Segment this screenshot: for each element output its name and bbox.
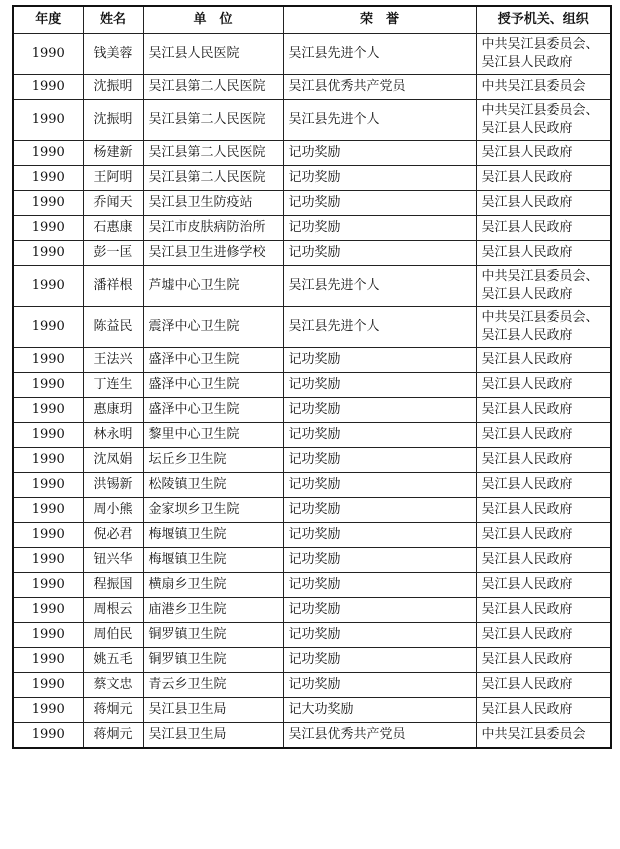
cell-honor: 记功奖励 (283, 523, 476, 548)
cell-unit: 横扇乡卫生院 (143, 573, 283, 598)
cell-year: 1990 (13, 241, 83, 266)
cell-org (476, 100, 611, 141)
cell-unit: 吴江县卫生防疫站 (143, 191, 283, 216)
org-line: 吴江县人民政府 (481, 652, 573, 667)
table-row (13, 498, 611, 523)
cell-org (476, 673, 611, 698)
org-line: 吴江县人民政府 (481, 477, 573, 492)
cell-unit: 梅堰镇卫生院 (143, 548, 283, 573)
cell-year: 1990 (13, 448, 83, 473)
cell-honor: 记功奖励 (283, 141, 476, 166)
cell-org (476, 573, 611, 598)
cell-honor: 记功奖励 (283, 191, 476, 216)
cell-honor: 吴江县优秀共产党员 (283, 75, 476, 100)
cell-honor: 记功奖励 (283, 648, 476, 673)
table-header-row (13, 6, 611, 34)
table-row (13, 473, 611, 498)
cell-year: 1990 (13, 523, 83, 548)
cell-year: 1990 (13, 100, 83, 141)
cell-org (476, 348, 611, 373)
cell-name: 蔡文忠 (83, 673, 143, 698)
table-row (13, 598, 611, 623)
cell-honor: 记功奖励 (283, 166, 476, 191)
cell-unit: 吴江县人民医院 (143, 34, 283, 75)
cell-name: 林永明 (83, 423, 143, 448)
cell-year: 1990 (13, 307, 83, 348)
cell-name: 倪必君 (83, 523, 143, 548)
cell-honor: 记功奖励 (283, 448, 476, 473)
org-line: 中共吴江县委员会 (481, 79, 586, 94)
cell-honor: 吴江县先进个人 (283, 100, 476, 141)
cell-honor: 记功奖励 (283, 216, 476, 241)
cell-name: 潘祥根 (83, 266, 143, 307)
cell-name: 程振国 (83, 573, 143, 598)
table-row (13, 523, 611, 548)
cell-name: 沈凤娟 (83, 448, 143, 473)
cell-year: 1990 (13, 398, 83, 423)
cell-org (476, 473, 611, 498)
org-line: 吴江县人民政府 (481, 245, 573, 260)
table-row (13, 100, 611, 141)
cell-unit: 青云乡卫生院 (143, 673, 283, 698)
cell-name: 姚五毛 (83, 648, 143, 673)
cell-honor: 记功奖励 (283, 623, 476, 648)
cell-year: 1990 (13, 34, 83, 75)
cell-year: 1990 (13, 473, 83, 498)
cell-org (476, 191, 611, 216)
cell-honor: 记功奖励 (283, 598, 476, 623)
cell-unit: 吴江县第二人民医院 (143, 166, 283, 191)
cell-unit: 震泽中心卫生院 (143, 307, 283, 348)
cell-org (476, 498, 611, 523)
org-line: 吴江县人民政府 (481, 170, 573, 185)
org-line: 吴江县人民政府 (481, 627, 573, 642)
cell-year: 1990 (13, 75, 83, 100)
org-line: 吴江县人民政府 (481, 287, 573, 302)
table-row (13, 166, 611, 191)
cell-year: 1990 (13, 723, 83, 749)
cell-honor: 吴江县先进个人 (283, 34, 476, 75)
cell-unit: 铜罗镇卫生院 (143, 623, 283, 648)
cell-name: 钮兴华 (83, 548, 143, 573)
org-line: 吴江县人民政府 (481, 502, 573, 517)
cell-unit: 黎里中心卫生院 (143, 423, 283, 448)
table-row (13, 373, 611, 398)
cell-year: 1990 (13, 623, 83, 648)
cell-honor: 记功奖励 (283, 573, 476, 598)
cell-name: 洪锡新 (83, 473, 143, 498)
org-line: 吴江县人民政府 (481, 577, 573, 592)
cell-name: 沈振明 (83, 75, 143, 100)
cell-unit: 吴江市皮肤病防治所 (143, 216, 283, 241)
cell-name: 陈益民 (83, 307, 143, 348)
org-line: 吴江县人民政府 (481, 195, 573, 210)
cell-unit: 盛泽中心卫生院 (143, 348, 283, 373)
table-row (13, 191, 611, 216)
table-row (13, 673, 611, 698)
cell-year: 1990 (13, 598, 83, 623)
cell-unit: 金家坝乡卫生院 (143, 498, 283, 523)
table-row (13, 448, 611, 473)
cell-org (476, 34, 611, 75)
cell-unit: 梅堰镇卫生院 (143, 523, 283, 548)
cell-honor: 记功奖励 (283, 673, 476, 698)
org-line: 吴江县人民政府 (481, 220, 573, 235)
cell-unit: 吴江县第二人民医院 (143, 75, 283, 100)
cell-org (476, 373, 611, 398)
header-unit: 单 位 (143, 6, 283, 34)
header-name: 姓名 (83, 6, 143, 34)
honors-table-container (12, 5, 610, 749)
org-line: 吴江县人民政府 (481, 552, 573, 567)
cell-name: 乔闻天 (83, 191, 143, 216)
cell-org (476, 448, 611, 473)
cell-honor: 吴江县优秀共产党员 (283, 723, 476, 749)
table-row (13, 398, 611, 423)
table-row (13, 423, 611, 448)
cell-name: 王阿明 (83, 166, 143, 191)
cell-honor: 记功奖励 (283, 423, 476, 448)
cell-name: 钱美蓉 (83, 34, 143, 75)
cell-honor: 记功奖励 (283, 398, 476, 423)
org-line: 吴江县人民政府 (481, 402, 573, 417)
org-line: 中共吴江县委员会 (481, 727, 586, 742)
org-line: 吴江县人民政府 (481, 55, 573, 70)
table-row (13, 548, 611, 573)
cell-unit: 坛丘乡卫生院 (143, 448, 283, 473)
table-row (13, 698, 611, 723)
cell-unit: 吴江县卫生局 (143, 723, 283, 749)
table-row (13, 241, 611, 266)
cell-year: 1990 (13, 348, 83, 373)
cell-honor: 吴江县先进个人 (283, 266, 476, 307)
table-row (13, 648, 611, 673)
org-line: 吴江县人民政府 (481, 121, 573, 136)
table-row (13, 348, 611, 373)
cell-unit: 芦墟中心卫生院 (143, 266, 283, 307)
table-row (13, 723, 611, 749)
cell-org (476, 423, 611, 448)
cell-name: 杨建新 (83, 141, 143, 166)
org-line: 中共吴江县委员会、 (481, 310, 599, 325)
org-line: 中共吴江县委员会、 (481, 37, 599, 52)
table-row (13, 623, 611, 648)
cell-org (476, 398, 611, 423)
table-row (13, 34, 611, 75)
cell-name: 惠康玥 (83, 398, 143, 423)
org-line: 吴江县人民政府 (481, 702, 573, 717)
cell-year: 1990 (13, 141, 83, 166)
cell-year: 1990 (13, 548, 83, 573)
cell-org (476, 623, 611, 648)
cell-unit: 盛泽中心卫生院 (143, 398, 283, 423)
cell-org (476, 307, 611, 348)
cell-org (476, 75, 611, 100)
org-line: 吴江县人民政府 (481, 352, 573, 367)
cell-honor: 记大功奖励 (283, 698, 476, 723)
cell-honor: 记功奖励 (283, 498, 476, 523)
cell-unit: 吴江县第二人民医院 (143, 141, 283, 166)
table-row (13, 573, 611, 598)
cell-name: 周小熊 (83, 498, 143, 523)
cell-name: 丁连生 (83, 373, 143, 398)
cell-name: 蒋炯元 (83, 723, 143, 749)
cell-unit: 庙港乡卫生院 (143, 598, 283, 623)
cell-org (476, 648, 611, 673)
header-org: 授予机关、组织 (476, 6, 611, 34)
cell-name: 周根云 (83, 598, 143, 623)
cell-org (476, 723, 611, 749)
cell-year: 1990 (13, 573, 83, 598)
cell-unit: 铜罗镇卫生院 (143, 648, 283, 673)
table-row (13, 307, 611, 348)
org-line: 吴江县人民政府 (481, 427, 573, 442)
cell-honor: 记功奖励 (283, 548, 476, 573)
cell-honor: 记功奖励 (283, 241, 476, 266)
cell-org (476, 598, 611, 623)
cell-org (476, 698, 611, 723)
cell-unit: 吴江县卫生进修学校 (143, 241, 283, 266)
org-line: 吴江县人民政府 (481, 377, 573, 392)
cell-year: 1990 (13, 266, 83, 307)
org-line: 吴江县人民政府 (481, 677, 573, 692)
cell-name: 王法兴 (83, 348, 143, 373)
cell-honor: 吴江县先进个人 (283, 307, 476, 348)
cell-name: 沈振明 (83, 100, 143, 141)
cell-year: 1990 (13, 498, 83, 523)
cell-org (476, 241, 611, 266)
header-honor: 荣 誉 (283, 6, 476, 34)
cell-org (476, 523, 611, 548)
cell-year: 1990 (13, 423, 83, 448)
cell-year: 1990 (13, 216, 83, 241)
table-body (13, 34, 611, 749)
cell-year: 1990 (13, 191, 83, 216)
header-year: 年度 (13, 6, 83, 34)
org-line: 吴江县人民政府 (481, 602, 573, 617)
org-line: 中共吴江县委员会、 (481, 269, 599, 284)
table-row (13, 75, 611, 100)
org-line: 吴江县人民政府 (481, 527, 573, 542)
cell-org (476, 166, 611, 191)
cell-unit: 松陵镇卫生院 (143, 473, 283, 498)
table-row (13, 141, 611, 166)
cell-unit: 吴江县第二人民医院 (143, 100, 283, 141)
cell-org (476, 216, 611, 241)
cell-org (476, 266, 611, 307)
org-line: 吴江县人民政府 (481, 452, 573, 467)
cell-honor: 记功奖励 (283, 473, 476, 498)
table-row (13, 266, 611, 307)
cell-unit: 盛泽中心卫生院 (143, 373, 283, 398)
org-line: 中共吴江县委员会、 (481, 103, 599, 118)
table-row (13, 216, 611, 241)
cell-honor: 记功奖励 (283, 373, 476, 398)
cell-unit: 吴江县卫生局 (143, 698, 283, 723)
cell-name: 周伯民 (83, 623, 143, 648)
cell-year: 1990 (13, 673, 83, 698)
org-line: 吴江县人民政府 (481, 145, 573, 160)
cell-org (476, 548, 611, 573)
cell-name: 彭一匡 (83, 241, 143, 266)
cell-year: 1990 (13, 648, 83, 673)
honors-table (12, 5, 612, 749)
cell-name: 石惠康 (83, 216, 143, 241)
cell-year: 1990 (13, 373, 83, 398)
cell-honor: 记功奖励 (283, 348, 476, 373)
cell-year: 1990 (13, 698, 83, 723)
cell-year: 1990 (13, 166, 83, 191)
cell-org (476, 141, 611, 166)
org-line: 吴江县人民政府 (481, 328, 573, 343)
cell-name: 蒋炯元 (83, 698, 143, 723)
